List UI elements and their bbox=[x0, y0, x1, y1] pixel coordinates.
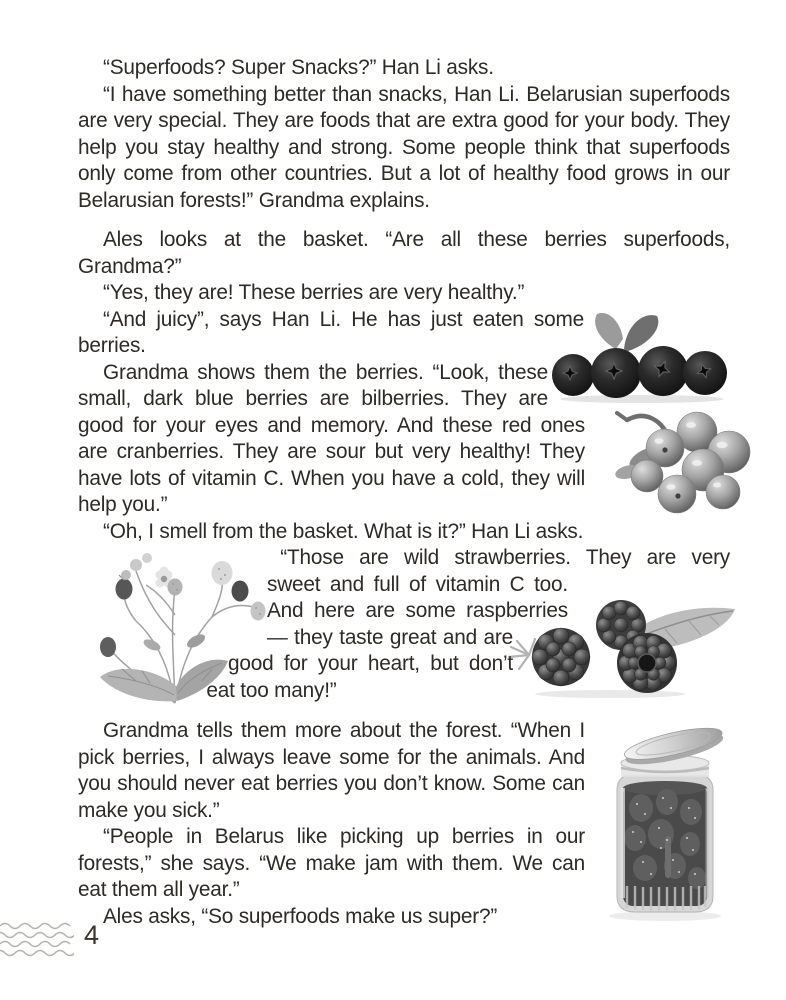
story-paragraph-1: “Superfoods? Super Snacks?” Han Li asks. bbox=[103, 56, 494, 79]
story-text bbox=[78, 55, 730, 930]
story-paragraph-6: Grandma shows them the berries. “Look, these small, dark blue berries are bilberries. They are good for your eyes and memory. And these red ones are cranberries. They are sour but very healthy! They have lots of vitamin C. When you have a cold, they will help you.” bbox=[78, 360, 585, 516]
story-paragraph-4: “Yes, they are! These berries are very healthy.” bbox=[103, 281, 525, 304]
story-paragraph-11: Ales asks, “So superfoods make us super?” bbox=[103, 904, 498, 928]
cranberries-illustration bbox=[605, 404, 765, 522]
story-paragraph-2: “I have something better than snacks, Han Li. Belarusian superfoods are very special. They are foods that are extra good for your body. They help you stay healthy and strong. Some people think that superfoods only come from other countries. But a lot of healthy food grows in our Belarusian forests!” Grandma explains. bbox=[78, 82, 730, 212]
section-gap bbox=[78, 214, 730, 227]
story-paragraph-10: “People in Belarus like picking up berries in our forests,” she says. “We make jam with them. We can eat them all year.” bbox=[78, 825, 585, 901]
section-gap bbox=[78, 705, 730, 718]
page-footer bbox=[0, 919, 200, 963]
wavy-lines-decoration bbox=[0, 921, 74, 961]
cranberries-photo bbox=[585, 404, 730, 522]
jam-jar-photo bbox=[585, 718, 730, 923]
story-paragraph-8: “Those are wild strawberries. They are very sweet and full of vitamin C too. And here are some raspberries — they taste great and are good for your heart, but don’t eat too many!” bbox=[206, 546, 730, 702]
story-paragraph-5: “And juicy”, says Han Li. He has just eaten some berries. bbox=[78, 307, 584, 357]
story-paragraph-3: Ales looks at the basket. “Are all these berries superfoods, Grandma?” bbox=[78, 228, 730, 278]
story-paragraph-9: Grandma tells them more about the forest. “When I pick berries, I always leave some for the animals. And you should never eat berries you don’t know. Some can make you sick.” bbox=[78, 719, 585, 822]
jam-jar-illustration bbox=[603, 718, 738, 923]
page-number: 4 bbox=[84, 920, 100, 950]
story-paragraph-7: “Oh, I smell from the basket. What is it?” Han Li asks. bbox=[103, 519, 584, 543]
